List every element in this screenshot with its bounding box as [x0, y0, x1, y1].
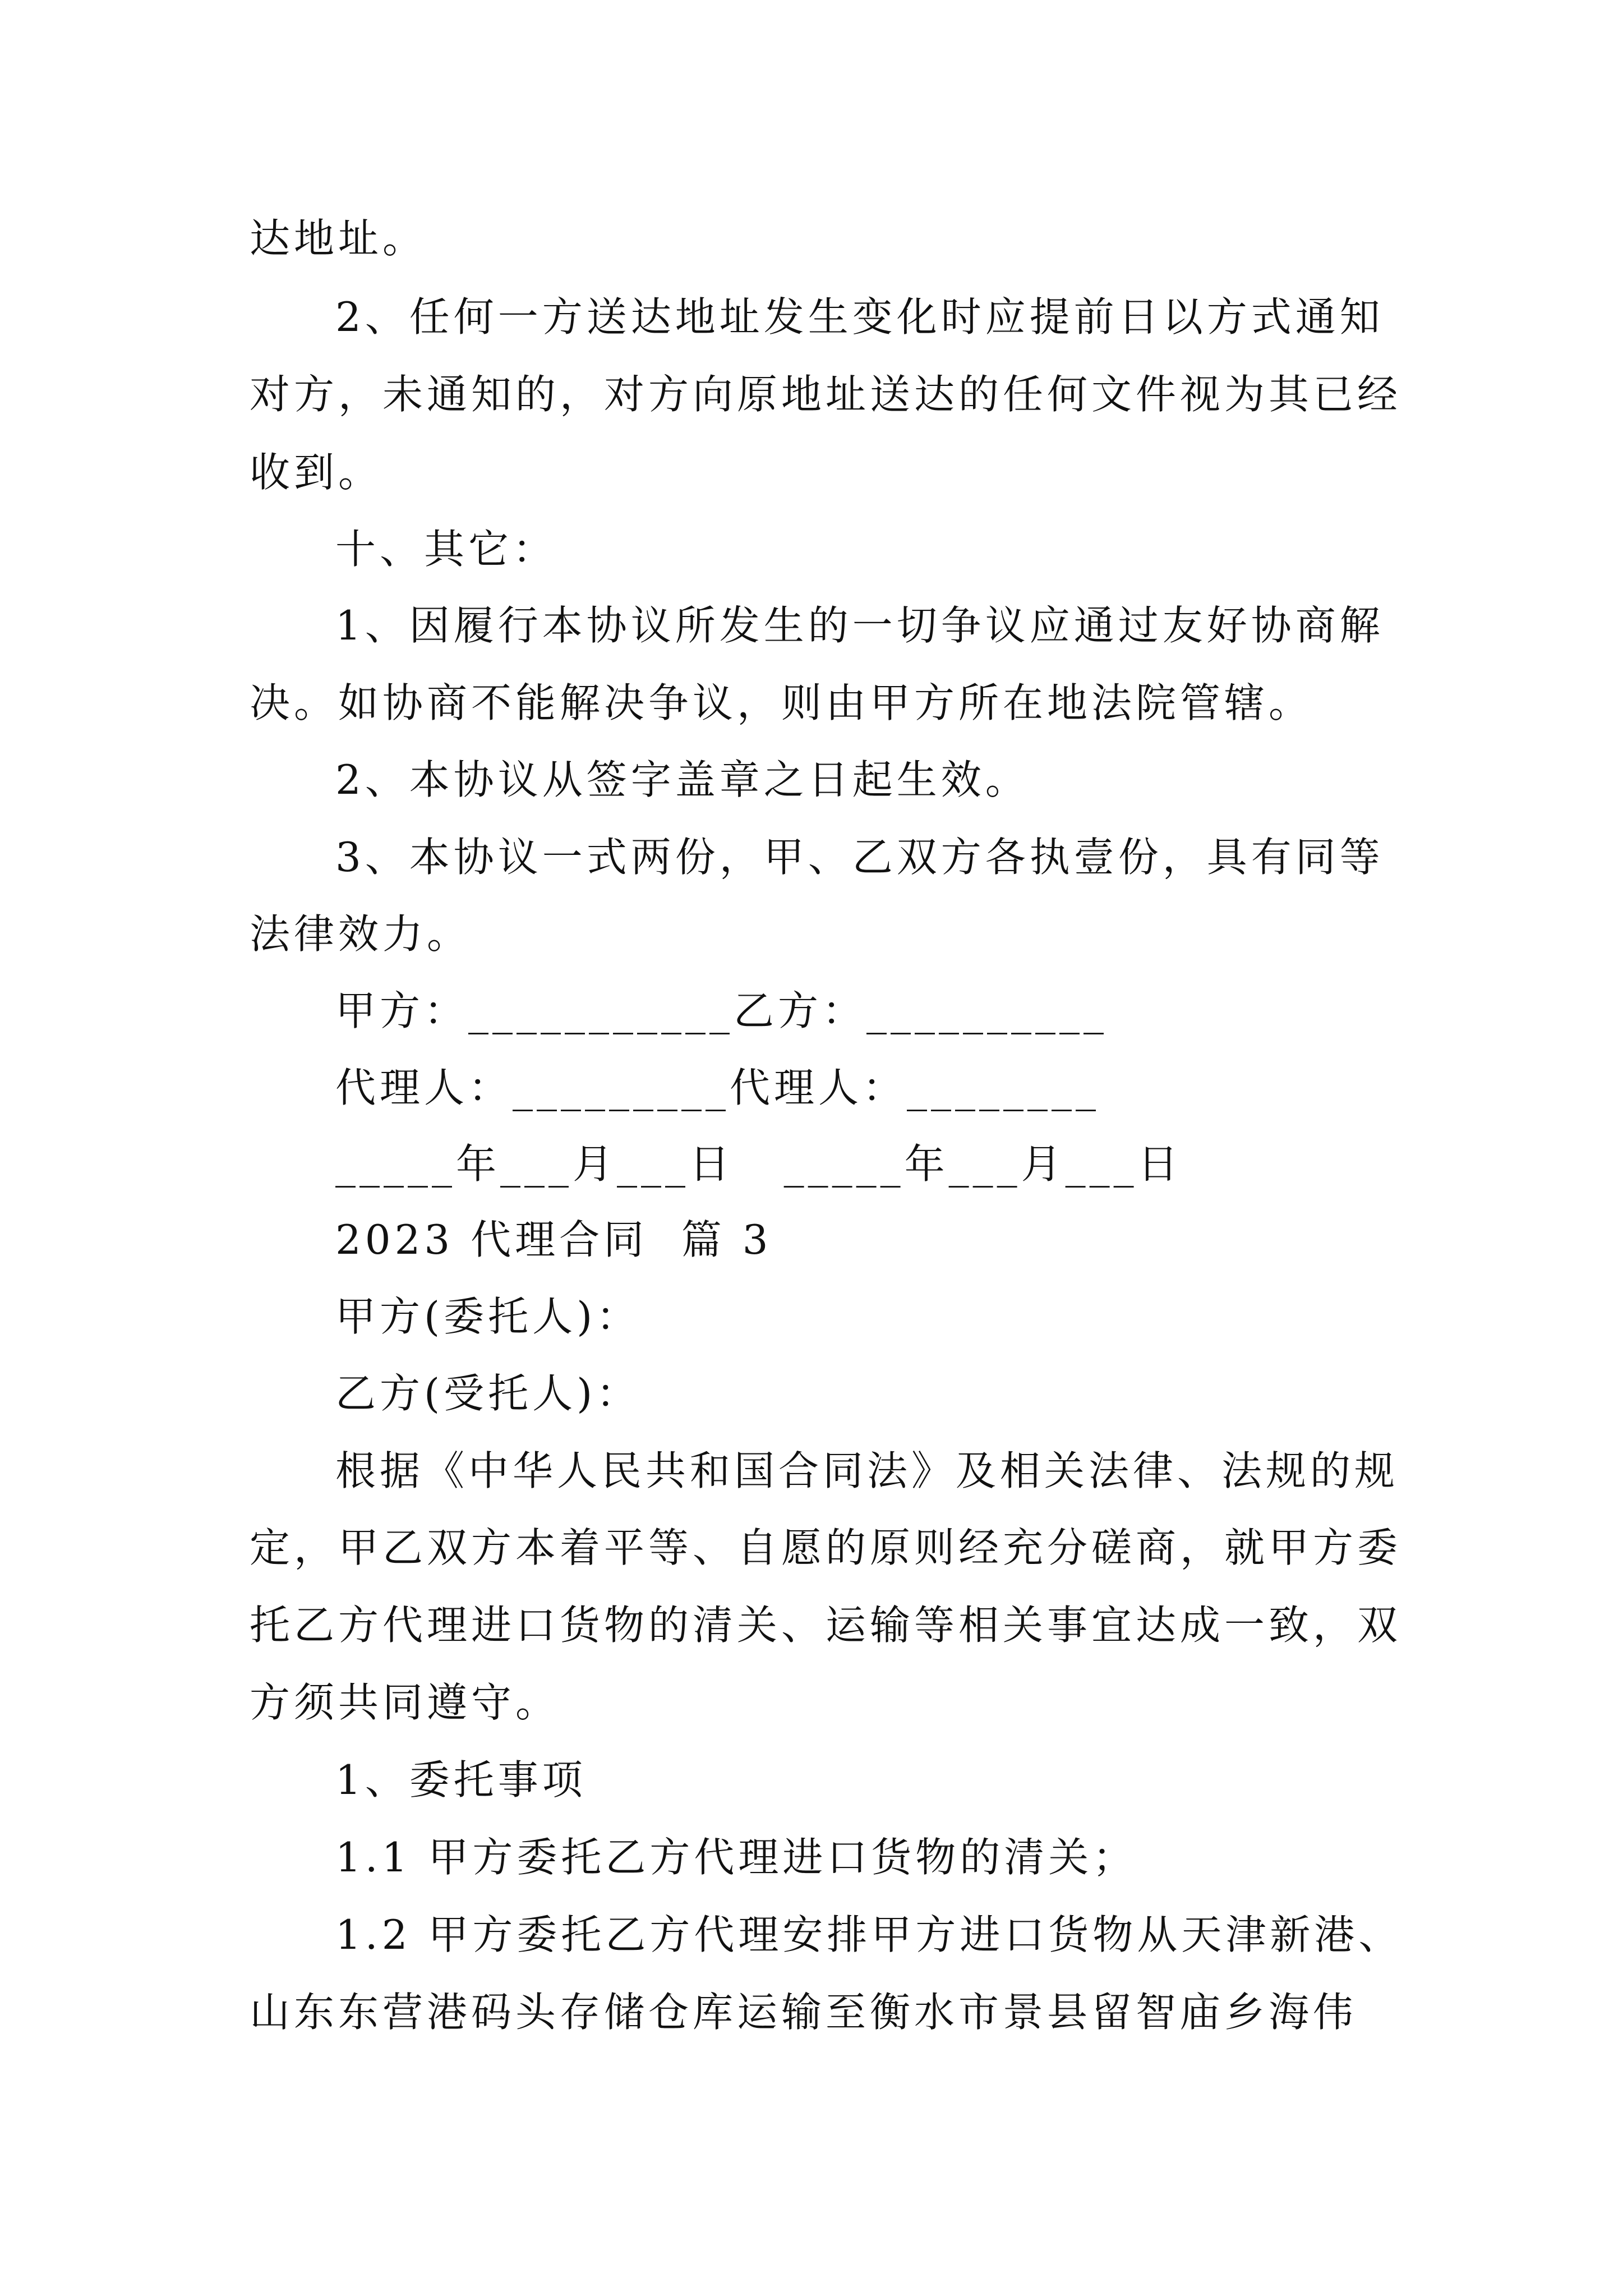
text-line-1: 2、任何一方送达地址发生变化时应提前日以方式通知: [335, 293, 1384, 341]
text-line-9: 法律效力。: [250, 910, 472, 958]
signature-agent-line: 代理人：_________代理人：________: [335, 1064, 1100, 1111]
text-line-2: 对方，未通知的，对方向原地址送达的任何文件视为其已经: [250, 371, 1402, 418]
text-line-15: 乙方(受托人)：: [335, 1370, 641, 1417]
text-line-17: 定，甲乙双方本着平等、自愿的原则经充分磋商，就甲方委: [250, 1524, 1402, 1571]
text-line-22: 1.2 甲方委托乙方代理安排甲方进口货物从天津新港、: [335, 1911, 1403, 1958]
text-line-7: 2、本协议从签字盖章之日起生效。: [335, 756, 1030, 803]
text-line-18: 托乙方代理进口货物的清关、运输等相关事宜达成一致，双: [250, 1602, 1402, 1649]
text-line-4: 十、其它：: [335, 526, 557, 573]
text-line-0: 达地址。: [250, 215, 427, 262]
text-line-23: 山东东营港码头存储仓库运输至衡水市景县留智庙乡海伟: [250, 1989, 1358, 2036]
text-line-21: 1.1 甲方委托乙方代理进口货物的清关；: [335, 1834, 1137, 1881]
signature-date-line: _____年___月___日 _____年___月___日: [335, 1140, 1182, 1188]
text-line-6: 决。如协商不能解决争议，则由甲方所在地法院管辖。: [250, 679, 1313, 726]
text-line-5: 1、因履行本协议所发生的一切争议应通过友好协商解: [335, 602, 1384, 649]
text-line-16: 根据《中华人民共和国合同法》及相关法律、法规的规: [335, 1447, 1399, 1494]
signature-party-line: 甲方：___________乙方：__________: [335, 987, 1108, 1034]
text-line-14: 甲方(委托人)：: [335, 1293, 641, 1340]
section-heading: 2023 代理合同 篇 3: [335, 1216, 772, 1263]
text-line-19: 方须共同遵守。: [250, 1679, 560, 1726]
text-line-3: 收到。: [250, 449, 383, 496]
text-line-20: 1、委托事项: [335, 1756, 587, 1803]
text-line-8: 3、本协议一式两份，甲、乙双方各执壹份，具有同等: [335, 834, 1384, 881]
